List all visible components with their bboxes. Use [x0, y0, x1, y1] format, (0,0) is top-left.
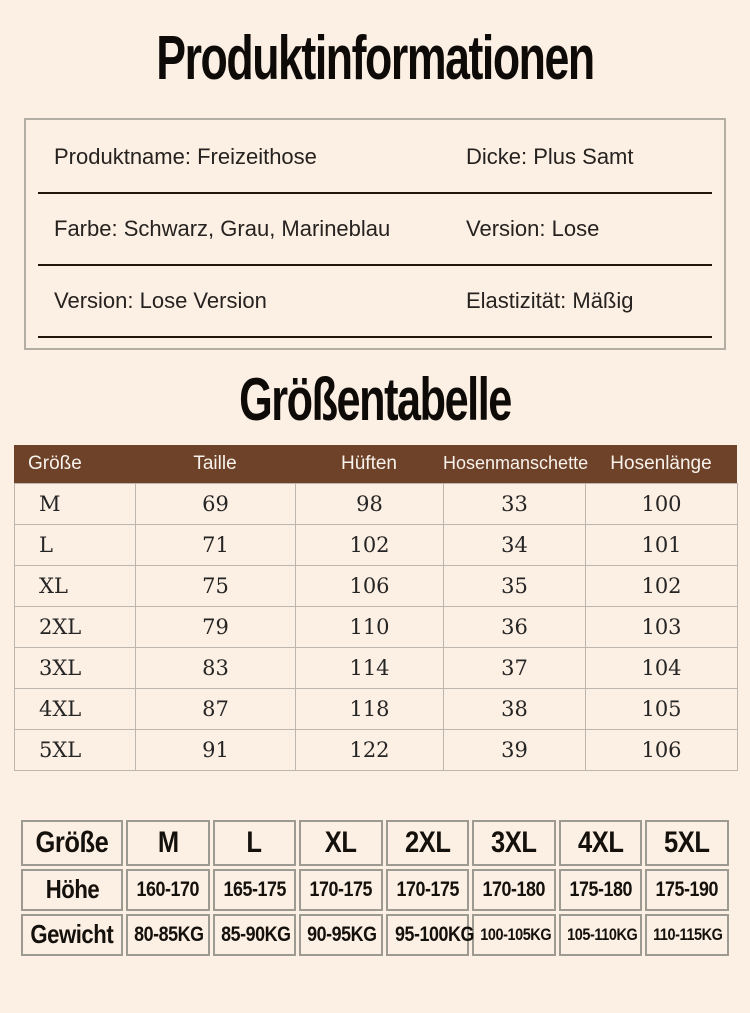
- fit-height-cell: 170-175: [299, 869, 383, 911]
- fit-weight-cell: 100-105KG: [472, 914, 556, 956]
- info-color: Farbe: Schwarz, Grau, Marineblau: [54, 215, 391, 241]
- table-row: [15, 688, 738, 729]
- value-cell: 35: [444, 565, 586, 606]
- fit-height-cell: 170-180: [472, 869, 556, 911]
- value-cell: 102: [586, 565, 738, 606]
- fit-weight-cell: 90-95KG: [299, 914, 383, 956]
- header-hosenlaenge: Hosenlänge: [610, 452, 712, 474]
- value-cell: 118: [296, 688, 444, 729]
- table-row: [15, 606, 738, 647]
- fit-weight-row: [21, 914, 729, 956]
- size-cell: 4XL: [15, 688, 136, 729]
- fit-height-cell: 170-175: [386, 869, 470, 911]
- fit-height-cell: 175-190: [645, 869, 729, 911]
- size-table-title: Größentabelle: [239, 365, 511, 433]
- value-cell: 91: [136, 729, 296, 770]
- size-table-header: [14, 445, 737, 483]
- table-row: [15, 729, 738, 770]
- info-product-name: Produktname: Freizeithose: [54, 143, 317, 169]
- fit-header-size: XL: [299, 820, 383, 866]
- fit-height-label: Höhe: [21, 869, 123, 911]
- value-cell: 102: [296, 524, 444, 565]
- value-cell: 87: [136, 688, 296, 729]
- value-cell: 105: [586, 688, 738, 729]
- fit-height-cell: 165-175: [213, 869, 297, 911]
- header-hueften: Hüften: [341, 452, 397, 474]
- table-row: [15, 483, 738, 524]
- info-row-3: [38, 266, 712, 338]
- value-cell: 39: [444, 729, 586, 770]
- value-cell: 104: [586, 647, 738, 688]
- fit-header-size: 2XL: [386, 820, 470, 866]
- size-cell: 5XL: [15, 729, 136, 770]
- page-title: Produktinformationen: [156, 24, 594, 93]
- product-info-box: [24, 118, 726, 350]
- value-cell: 38: [444, 688, 586, 729]
- fit-weight-cell: 80-85KG: [126, 914, 210, 956]
- value-cell: 75: [136, 565, 296, 606]
- size-cell: L: [15, 524, 136, 565]
- fit-header-size: 4XL: [559, 820, 643, 866]
- info-row-2: [38, 194, 712, 266]
- value-cell: 33: [444, 483, 586, 524]
- size-cell: 3XL: [15, 647, 136, 688]
- size-cell: M: [15, 483, 136, 524]
- value-cell: 110: [296, 606, 444, 647]
- value-cell: 79: [136, 606, 296, 647]
- fit-header-groesse: Größe: [21, 820, 123, 866]
- header-groesse: Größe: [28, 452, 82, 474]
- header-hosenmanschette: Hosenmanschette: [443, 453, 589, 474]
- value-cell: 103: [586, 606, 738, 647]
- value-cell: 36: [444, 606, 586, 647]
- header-taille: Taille: [193, 452, 237, 474]
- fit-header-size: L: [213, 820, 297, 866]
- info-row-1: [38, 122, 712, 194]
- fit-header-size: 3XL: [472, 820, 556, 866]
- value-cell: 100: [586, 483, 738, 524]
- info-version-type: Version: Lose Version: [54, 287, 267, 313]
- table-row: [15, 524, 738, 565]
- fit-header-size: 5XL: [645, 820, 729, 866]
- value-cell: 114: [296, 647, 444, 688]
- fit-header-row: [21, 820, 729, 866]
- info-version: Version: Lose: [466, 215, 600, 241]
- value-cell: 98: [296, 483, 444, 524]
- size-cell: XL: [15, 565, 136, 606]
- fit-height-cell: 160-170: [126, 869, 210, 911]
- value-cell: 122: [296, 729, 444, 770]
- value-cell: 83: [136, 647, 296, 688]
- info-elasticity: Elastizität: Mäßig: [466, 287, 634, 313]
- value-cell: 101: [586, 524, 738, 565]
- value-cell: 34: [444, 524, 586, 565]
- fit-table: [18, 817, 732, 959]
- fit-weight-label: Gewicht: [21, 914, 123, 956]
- table-row: [15, 647, 738, 688]
- fit-weight-cell: 85-90KG: [213, 914, 297, 956]
- fit-height-row: [21, 869, 729, 911]
- fit-weight-cell: 95-100KG: [386, 914, 470, 956]
- fit-height-cell: 175-180: [559, 869, 643, 911]
- value-cell: 106: [296, 565, 444, 606]
- fit-weight-cell: 105-110KG: [559, 914, 643, 956]
- value-cell: 71: [136, 524, 296, 565]
- value-cell: 106: [586, 729, 738, 770]
- table-row: [15, 565, 738, 606]
- size-cell: 2XL: [15, 606, 136, 647]
- info-thickness: Dicke: Plus Samt: [466, 143, 634, 169]
- fit-weight-cell: 110-115KG: [645, 914, 729, 956]
- fit-header-size: M: [126, 820, 210, 866]
- value-cell: 37: [444, 647, 586, 688]
- size-table: [14, 483, 738, 771]
- value-cell: 69: [136, 483, 296, 524]
